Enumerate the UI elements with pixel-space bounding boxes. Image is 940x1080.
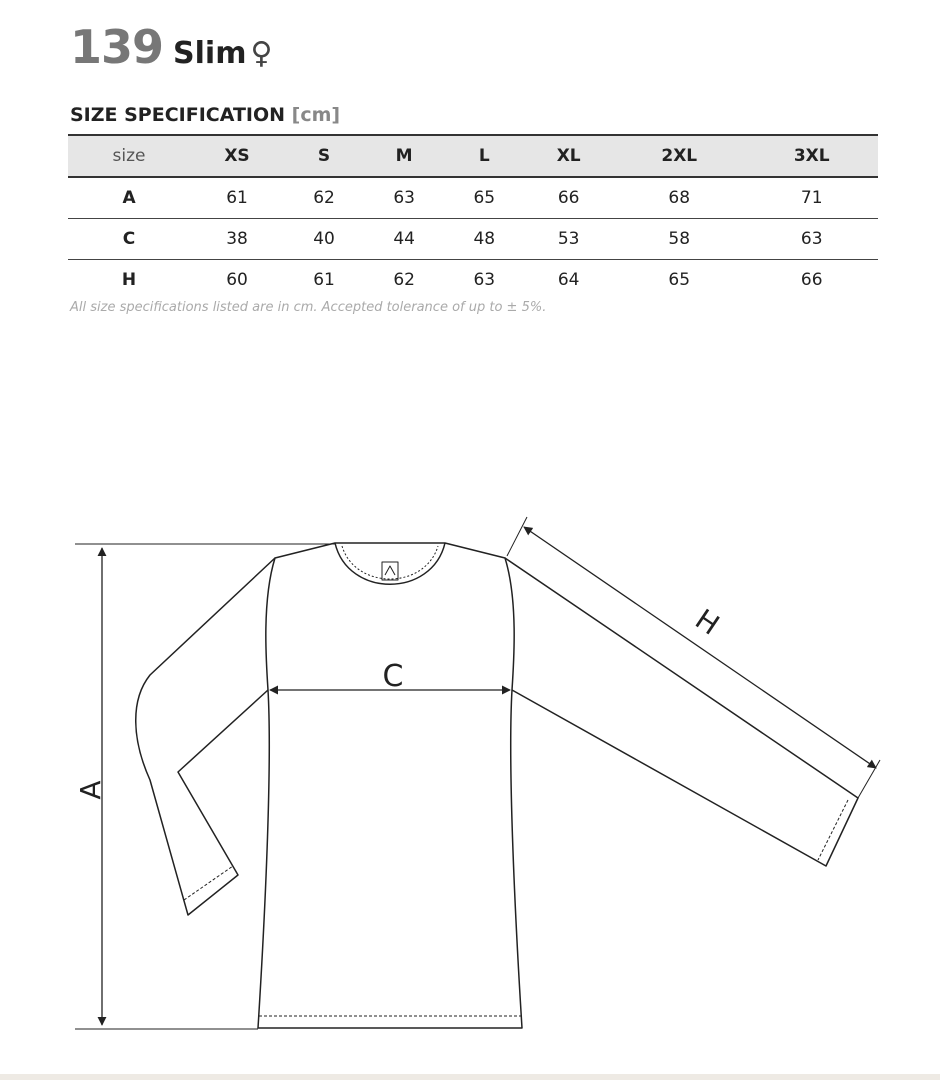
table-cell: 65 (668, 270, 691, 290)
table-cell: 61 (190, 177, 284, 219)
size-table-header-row (68, 135, 878, 177)
size-spec-unit: [cm] (291, 104, 341, 126)
table-row (68, 260, 878, 301)
shirt-measurement-diagram (0, 500, 940, 1060)
table-cell: 63 (473, 270, 496, 290)
table-cell: 63 (364, 177, 444, 219)
size-header-l: L (444, 135, 524, 177)
table-cell: 60 (226, 270, 248, 290)
size-column-header: size (68, 135, 190, 177)
table-cell: 53 (524, 219, 613, 260)
row-label-a: A (68, 177, 190, 219)
tolerance-note: All size specifications listed are in cm. Accepted tolerance of up to ± 5%. (70, 300, 547, 315)
table-cell: 63 (745, 219, 878, 260)
model-number: 139 (70, 20, 164, 74)
table-cell: 40 (284, 219, 364, 260)
table-row (68, 177, 878, 219)
table-cell: 62 (393, 270, 415, 290)
size-header-xl: XL (524, 135, 613, 177)
measurement-h (507, 517, 880, 798)
label-c: C (382, 659, 404, 694)
size-table (68, 134, 878, 300)
size-header-s: S (284, 135, 364, 177)
table-cell: 71 (745, 177, 878, 219)
bottom-bar (0, 1074, 940, 1080)
product-header (70, 20, 272, 74)
female-symbol-icon: ♀ (250, 36, 273, 71)
size-header-m: M (364, 135, 444, 177)
table-cell: 61 (313, 270, 335, 290)
table-cell: 58 (613, 219, 745, 260)
shirt-outline-icon (136, 543, 858, 1028)
size-header-xs: XS (190, 135, 284, 177)
table-cell: 38 (190, 219, 284, 260)
size-header-3xl: 3XL (745, 135, 878, 177)
table-cell: 44 (364, 219, 444, 260)
table-cell: 68 (613, 177, 745, 219)
table-cell: 62 (284, 177, 364, 219)
size-spec-title-text: SIZE SPECIFICATION (70, 104, 286, 126)
label-a: A (74, 780, 107, 800)
table-cell: 66 (800, 270, 823, 290)
table-row (68, 219, 878, 260)
table-cell: 48 (444, 219, 524, 260)
table-cell: 64 (557, 270, 580, 290)
measurement-a (74, 544, 335, 1029)
size-header-2xl: 2XL (613, 135, 745, 177)
size-spec-title (70, 104, 340, 126)
table-cell: 66 (524, 177, 613, 219)
measurement-c (270, 659, 510, 694)
row-label-c: C (68, 219, 190, 260)
row-label-h: H (121, 270, 137, 290)
label-h: H (689, 602, 726, 642)
fit-name: Slim (173, 36, 247, 71)
table-cell: 65 (444, 177, 524, 219)
